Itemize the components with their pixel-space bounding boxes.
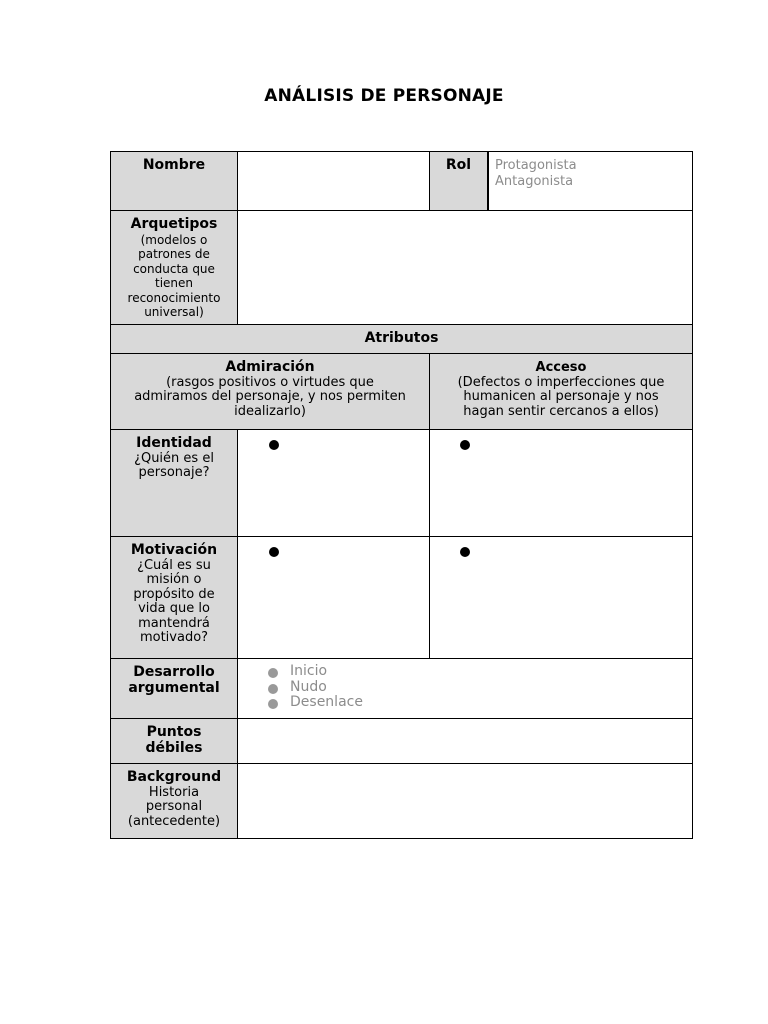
motivacion-label: Motivación [130,542,218,558]
bullet-icon [460,440,470,450]
motivacion-desc-line: misión o [146,572,202,587]
desarrollo-item-nudo: Nudo [268,680,363,696]
acceso-header-cell [429,353,693,430]
identidad-admiracion-field[interactable] [237,429,430,537]
identidad-desc-line: personaje? [138,465,210,480]
desarrollo-label-line: Desarrollo [133,664,215,680]
desarrollo-item-inicio: Inicio [268,664,363,680]
motivacion-admiracion-field[interactable] [237,536,430,659]
identidad-desc-line: ¿Quién es el [134,450,214,466]
desarrollo-label-line: argumental [128,679,220,696]
arquetipos-desc-line: universal) [144,305,204,319]
desarrollo-item-desenlace: Desenlace [268,695,363,711]
rol-options-field[interactable] [487,151,693,211]
arquetipos-desc-line: reconocimiento [127,290,221,305]
motivacion-label-cell [110,536,238,659]
arquetipos-desc-line: patrones de [138,247,210,261]
identidad-acceso-field[interactable] [429,429,693,537]
motivacion-acceso-field[interactable] [429,536,693,659]
arquetipos-input-field[interactable] [237,210,693,325]
motivacion-desc-line: motivado? [139,630,209,645]
puntos-label-line: débiles [145,739,203,756]
desarrollo-label-cell [110,658,238,719]
admiracion-header-cell [110,353,430,430]
bullet-icon [460,547,470,557]
motivacion-desc-line: mantendrá [138,615,210,631]
motivacion-desc-line: propósito de [133,586,215,602]
admiracion-desc-line: admiramos del personaje, y nos permiten [134,389,406,404]
desarrollo-input-field[interactable] [237,658,693,719]
arquetipos-label-cell [110,210,238,325]
arquetipos-desc-line: conducta que [133,261,215,276]
atributos-header [110,324,693,354]
atributos-label: Atributos [364,330,439,346]
acceso-desc-line: (Defectos o imperfecciones que [457,374,665,390]
puntos-label-line: Puntos [146,724,202,740]
arquetipos-label: Arquetipos [130,216,218,232]
rol-option-antagonista[interactable]: Antagonista [495,173,574,189]
identidad-label-cell [110,429,238,537]
acceso-label: Acceso [535,360,587,375]
admiracion-label: Admiración [225,359,315,375]
background-desc-line: Historia [148,784,200,800]
background-desc-line: (antecedente) [127,813,221,829]
rol-label: Rol [445,157,472,173]
admiracion-desc-line: idealizarlo) [234,403,306,419]
background-label-cell [110,763,238,839]
motivacion-desc-line: ¿Cuál es su [137,557,211,573]
arquetipos-desc-line: (modelos o [140,232,208,247]
nombre-label: Nombre [142,157,206,173]
motivacion-desc-line: vida que lo [138,601,210,616]
puntos-input-field[interactable] [237,718,693,764]
rol-label-cell [429,151,488,211]
bullet-icon [269,547,279,557]
nombre-label-cell [110,151,238,211]
acceso-desc-line: humanicen al personaje y nos [463,389,659,404]
acceso-desc-line: hagan sentir cercanos a ellos) [463,403,659,419]
admiracion-desc-line: (rasgos positivos o virtudes que [166,374,374,390]
bullet-icon [269,440,279,450]
background-input-field[interactable] [237,763,693,839]
rol-option-protagonista[interactable]: Protagonista [495,158,577,173]
background-label: Background [126,769,222,785]
nombre-input-field[interactable] [237,151,430,211]
identidad-label: Identidad [136,435,212,451]
background-desc-line: personal [145,799,203,814]
page-title: ANÁLISIS DE PERSONAJE [264,86,504,106]
arquetipos-desc-line: tienen [154,276,193,290]
puntos-label-cell [110,718,238,764]
